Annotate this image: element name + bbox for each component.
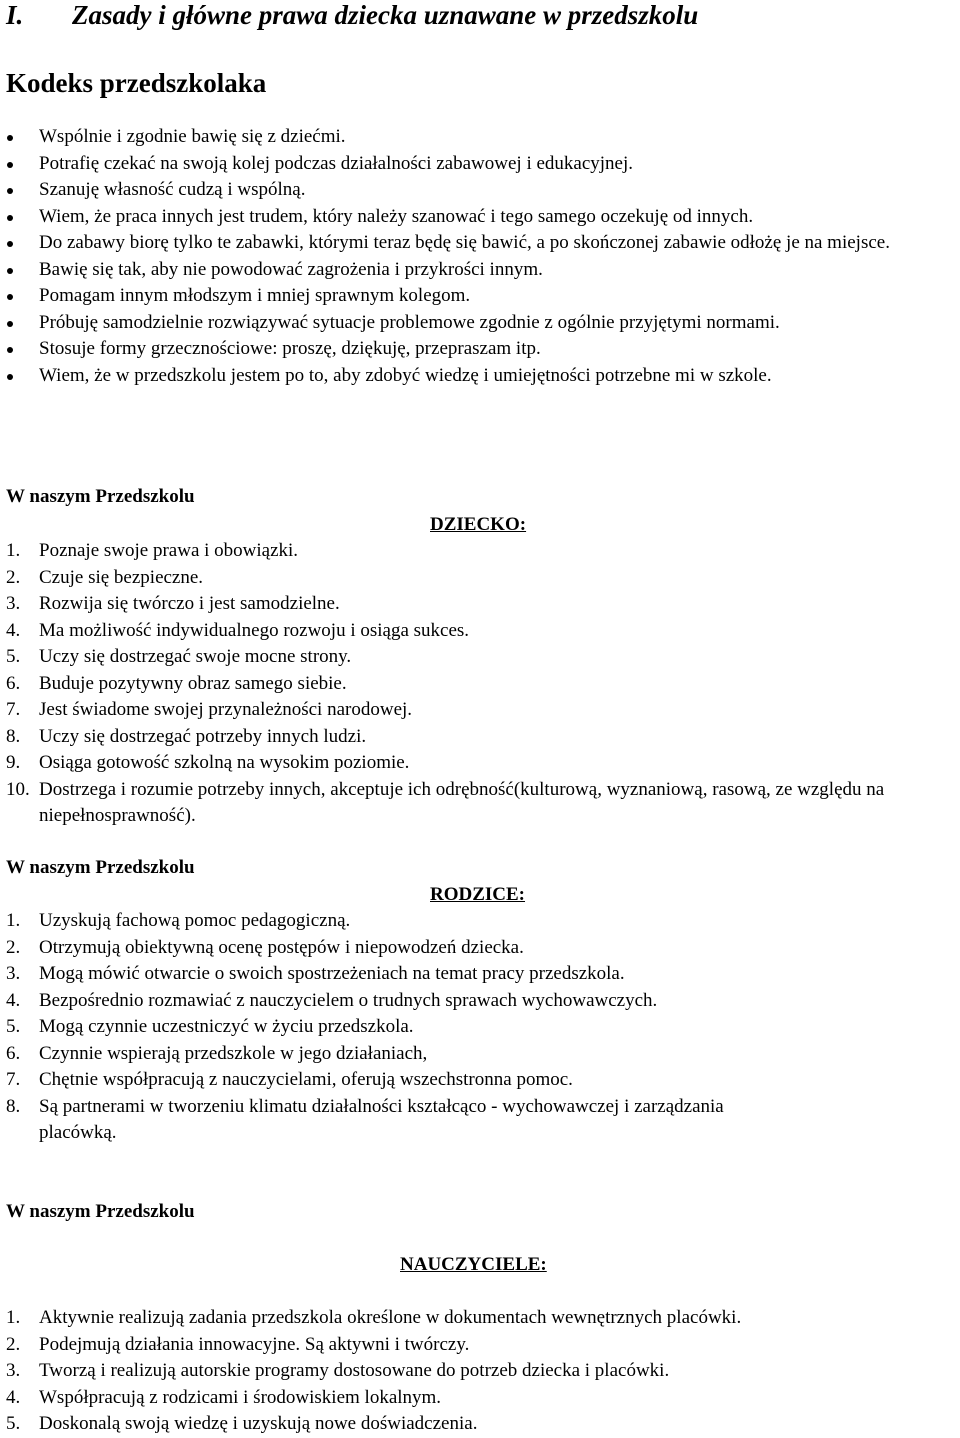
bullet-icon <box>7 135 13 141</box>
teachers-item: 3. Tworzą i realizują autorskie programy dostosowane do potrzeb dziecka i placówki. <box>6 1360 670 1381</box>
child-item: 4. Ma możliwość indywidualnego rozwoju i osiąga sukces. <box>6 619 470 641</box>
bullet-icon <box>7 294 13 300</box>
codex-item: Bawię się tak, aby nie powodować zagrożenia i przykrości innym. <box>0 257 960 284</box>
main-heading <box>6 0 698 31</box>
heading-number: I. <box>6 0 24 30</box>
child-role-heading: DZIECKO: <box>430 514 527 535</box>
codex-list <box>0 124 960 389</box>
teachers-item: 5. Doskonalą swoją wiedzę i uzyskują nowe doświadczenia. <box>6 1413 478 1434</box>
bullet-icon <box>7 374 13 380</box>
bullet-icon <box>7 215 13 221</box>
bullet-icon <box>7 241 13 247</box>
bullet-icon <box>7 347 13 353</box>
bullet-icon <box>7 268 13 274</box>
bullet-icon <box>7 321 13 327</box>
parents-item: 1. Uzyskują fachową pomoc pedagogiczną. <box>6 910 351 931</box>
parents-item: 8. Są partnerami w tworzeniu klimatu działalności kształcąco - wychowawczej i zarządzania placówką. <box>6 1095 724 1143</box>
codex-title: Kodeks przedszkolaka <box>6 68 267 98</box>
child-item: 10. Dostrzega i rozumie potrzeby innych, akceptuje ich odrębność(kulturową, wyznaniową, rasową, ze względu na niepełnosprawność). <box>6 778 885 826</box>
parents-role-heading: RODZICE: <box>430 884 526 905</box>
child-item: 1. Poznaje swoje prawa i obowiązki. <box>6 540 299 561</box>
codex-item: Stosuje formy grzecznościowe: proszę, dziękuję, przepraszam itp. <box>0 336 960 363</box>
teachers-list <box>0 1305 960 1438</box>
child-item: 2. Czuje się bezpieczne. <box>6 566 204 588</box>
parents-item: 4. Bezpośrednio rozmawiać z nauczycielem o trudnych sprawach wychowawczych. <box>6 989 658 1011</box>
parents-item: 2. Otrzymują obiektywną ocenę postępów i niepowodzeń dziecka. <box>6 936 524 958</box>
heading-title: Zasady i główne prawa dziecka uznawane w przedszkolu <box>72 0 699 30</box>
parents-section-title: W naszym Przedszkolu <box>6 857 195 878</box>
teachers-section-title: W naszym Przedszkolu <box>6 1201 195 1222</box>
child-item: 5. Uczy się dostrzegać swoje mocne strony. <box>6 646 352 667</box>
codex-item: Szanuję własność cudzą i wspólną. <box>0 177 960 204</box>
codex-item: Wspólnie i zgodnie bawię się z dziećmi. <box>0 124 960 151</box>
parents-list <box>0 908 960 1147</box>
child-item: 6. Buduje pozytywny obraz samego siebie. <box>6 672 347 694</box>
parents-item: 5. Mogą czynnie uczestniczyć w życiu przedszkola. <box>6 1016 414 1037</box>
child-list <box>0 538 960 830</box>
codex-item: Potrafię czekać na swoją kolej podczas działalności zabawowej i edukacyjnej. <box>0 151 960 178</box>
parents-item: 7. Chętnie współpracują z nauczycielami, oferują wszechstronna pomoc. <box>6 1069 573 1090</box>
teachers-item: 2. Podejmują działania innowacyjne. Są aktywni i twórczy. <box>6 1333 470 1355</box>
child-section-title: W naszym Przedszkolu <box>6 486 195 507</box>
parents-item: 6. Czynnie wspierają przedszkole w jego działaniach, <box>6 1042 428 1064</box>
bullet-icon <box>7 162 13 168</box>
child-item: 9. Osiąga gotowość szkolną na wysokim poziomie. <box>6 752 410 773</box>
teachers-item: 1. Aktywnie realizują zadania przedszkola określone w dokumentach wewnętrznych placówki. <box>6 1307 742 1328</box>
parents-item: 3. Mogą mówić otwarcie o swoich spostrzeżeniach na temat pracy przedszkola. <box>6 963 625 984</box>
codex-item: Wiem, że w przedszkolu jestem po to, aby zdobyć wiedzę i umiejętności potrzebne mi w szkole. <box>0 363 960 390</box>
teachers-item: 4. Współpracują z rodzicami i środowiskiem lokalnym. <box>6 1386 442 1408</box>
child-item: 3. Rozwija się twórczo i jest samodzielne. <box>6 593 340 614</box>
codex-item: Pomagam innym młodszym i mniej sprawnym kolegom. <box>0 283 960 310</box>
child-item: 7. Jest świadome swojej przynależności narodowej. <box>6 699 413 720</box>
child-item: 8. Uczy się dostrzegać potrzeby innych ludzi. <box>6 725 367 747</box>
codex-item: Wiem, że praca innych jest trudem, który należy szanować i tego samego oczekuję od innych. <box>0 204 960 231</box>
codex-item: Próbuję samodzielnie rozwiązywać sytuacje problemowe zgodnie z ogólnie przyjętymi normami. <box>0 310 960 337</box>
codex-item: Do zabawy biorę tylko te zabawki, którymi teraz będę się bawić, a po skończonej zabawie odłożę je na miejsce. <box>0 230 960 257</box>
bullet-icon <box>7 188 13 194</box>
teachers-role-heading: NAUCZYCIELE: <box>400 1254 547 1275</box>
